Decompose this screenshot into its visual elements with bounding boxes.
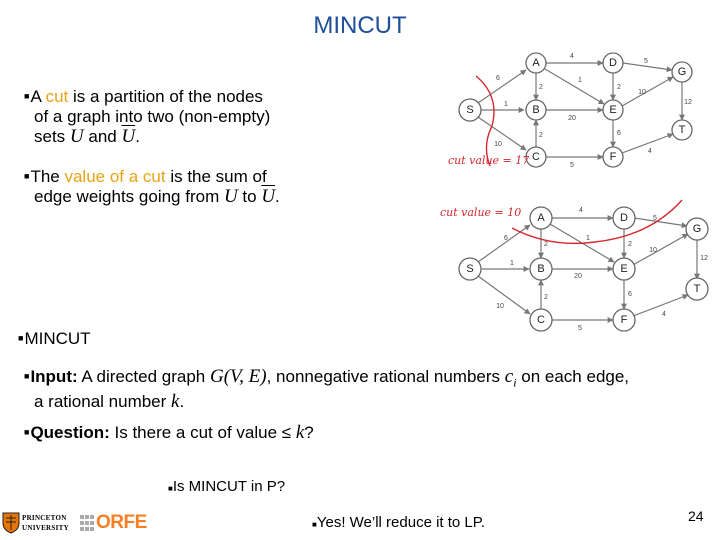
node-d (603, 53, 623, 73)
node-label: S (466, 263, 474, 275)
node-f (603, 147, 623, 167)
problem-input: ■Input: A directed graph G(V, E), nonnegative rational numbers $c_i$ on each edge, a rational number k. (24, 366, 674, 412)
highlight-value-of-cut: value of a cut (64, 167, 166, 186)
bullet-cut-value: ■The value of a cut is the sum of edge weights going from U to $\overline{U}$. (24, 166, 314, 207)
edge-e-g (633, 234, 688, 265)
node-d (613, 207, 635, 229)
weight-subscript: i (513, 375, 517, 390)
line (24, 127, 314, 147)
node-label: D (620, 212, 628, 224)
edge-a-e (545, 69, 604, 104)
princeton-text: PRINCETON (22, 514, 67, 522)
node-a (526, 53, 546, 73)
text: . (275, 187, 280, 206)
node-s (459, 99, 481, 121)
weight-label: 5 (644, 58, 648, 65)
weight-label: 6 (628, 291, 632, 298)
weight-label: 10 (496, 303, 504, 310)
graph-top (420, 46, 710, 186)
text: . (179, 392, 185, 412)
orfe-text: ORFE (96, 512, 147, 533)
node-f (613, 309, 635, 331)
text: and (83, 127, 122, 146)
weight-label: 10 (638, 89, 646, 96)
problem-heading: ■MINCUT (18, 329, 91, 348)
text: Yes! We’ll reduce it to LP. (316, 514, 486, 531)
cut-value-annotation: cut value = 17 (448, 154, 530, 167)
weight-label: 5 (653, 215, 657, 222)
weight-label: 1 (586, 235, 590, 242)
set-u: U (223, 186, 238, 207)
node-t (672, 120, 692, 140)
weight-label: 2 (617, 84, 621, 91)
university-text: UNIVERSITY (22, 524, 69, 532)
edge-f-t (633, 295, 688, 316)
text: a rational number (34, 392, 172, 412)
cut-value-annotation: cut value = 10 (440, 206, 522, 219)
line (24, 392, 674, 412)
node-e (613, 258, 635, 280)
weight-label: 5 (570, 162, 574, 169)
node-b (526, 100, 546, 120)
bullet-cut-definition: ■A cut is a partition of the nodes of a graph into two (non-empty) sets U and $\overline{U}$. (24, 86, 314, 147)
text: to (237, 187, 262, 206)
edge-s-a (478, 225, 530, 262)
weight-label: 2 (539, 84, 543, 91)
node-label: F (620, 314, 628, 326)
graph-bottom (420, 196, 715, 336)
text: edge weights going from (34, 187, 224, 206)
node-t (686, 278, 708, 300)
shield-icon (2, 512, 20, 534)
line (24, 107, 314, 127)
weight-label: 6 (504, 235, 508, 242)
text: , nonnegative rational numbers (266, 367, 505, 386)
text: sets (34, 127, 70, 146)
node-label: C (537, 314, 545, 326)
highlight-cut: cut (45, 87, 69, 106)
princeton-logo (2, 512, 72, 534)
weight-label: 12 (684, 99, 692, 106)
k-symbol: k (171, 391, 180, 413)
weight-label: 12 (700, 255, 708, 262)
k-symbol: k (295, 422, 305, 443)
text: is the sum of (165, 167, 267, 186)
text: on each edge, (516, 367, 630, 386)
node-b (530, 258, 552, 280)
node-e (603, 100, 623, 120)
node-label: C (532, 151, 540, 163)
node-label: F (609, 151, 617, 163)
weight-label: 1 (578, 77, 582, 84)
set-u-bar: $\overline{U}$ (261, 186, 276, 207)
weight-label: 4 (662, 311, 666, 318)
weight-label: 1 (504, 101, 508, 108)
weight-label: 4 (648, 148, 652, 155)
text: A directed graph (77, 367, 210, 386)
node-label: E (609, 104, 617, 116)
set-u-bar: $\overline{U}$ (121, 126, 136, 147)
weight-label: 6 (496, 75, 500, 82)
is-mincut-in-p: ■Is MINCUT in P? (168, 478, 286, 495)
node-label: G (677, 66, 687, 78)
weight-label: 5 (578, 325, 582, 332)
weight-label: 10 (494, 141, 502, 148)
node-label: D (609, 57, 617, 69)
cut-curve (476, 76, 494, 166)
node-label: S (466, 104, 474, 116)
grid-icon (80, 515, 94, 531)
weight-label: 20 (568, 115, 576, 122)
text: MINCUT (24, 329, 91, 348)
problem-question: ■Question: Is there a cut of value ≤ k? (24, 422, 314, 443)
text: Is there a cut of value ≤ (109, 423, 296, 442)
node-g (686, 218, 708, 240)
weight-symbol: c (504, 366, 514, 387)
answer-line: ■Yes! We’ll reduce it to LP. (312, 514, 486, 531)
node-a (530, 207, 552, 229)
weight-label: 4 (579, 207, 583, 214)
node-label: B (537, 263, 545, 275)
weight-label: 2 (539, 132, 543, 139)
text: is a partition of the nodes (68, 87, 263, 106)
text: . (135, 127, 140, 146)
weight-label: 4 (570, 53, 574, 60)
node-label: T (693, 283, 701, 295)
text: of a graph into two (non-empty) (34, 107, 271, 126)
edge-s-c (478, 117, 526, 150)
line (24, 187, 314, 207)
graph-symbol: G(V, E) (209, 366, 267, 387)
weight-label: 6 (617, 130, 621, 137)
node-c (530, 309, 552, 331)
node-label: A (537, 212, 545, 224)
weight-label: 10 (649, 247, 657, 254)
node-label: B (532, 104, 540, 116)
weight-label: 2 (544, 241, 548, 248)
node-label: G (692, 223, 702, 235)
text: A (30, 87, 46, 106)
question-label: Question: (30, 423, 110, 442)
weight-label: 1 (510, 260, 514, 267)
node-g (672, 62, 692, 82)
weight-label: 2 (628, 241, 632, 248)
weight-label: 20 (574, 273, 582, 280)
node-label: T (678, 124, 686, 136)
node-label: E (620, 263, 628, 275)
text: ? (304, 423, 314, 442)
text: The (30, 167, 65, 186)
input-label: Input: (30, 367, 78, 386)
node-label: A (532, 57, 540, 69)
page-number: 24 (688, 508, 704, 524)
text: Is MINCUT in P? (172, 478, 286, 495)
weight-label: 2 (544, 294, 548, 301)
edge-s-c (478, 276, 530, 314)
slide-title: MINCUT (313, 12, 407, 39)
set-u: U (69, 126, 84, 147)
edge-e-g (622, 77, 673, 106)
node-s (459, 258, 481, 280)
